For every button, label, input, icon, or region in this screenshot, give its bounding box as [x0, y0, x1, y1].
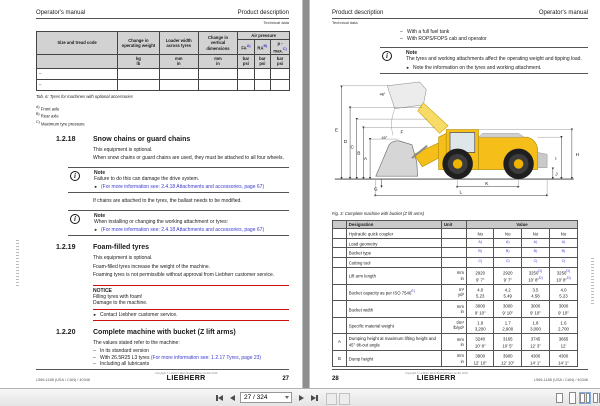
info-icon: i [70, 214, 80, 224]
arrow-icon: ► [406, 64, 410, 70]
header-right-label: Operator's manual [538, 10, 588, 16]
page-footer [36, 369, 289, 382]
section-1-2-20-heading: 1.2.20 Complete machine with bucket (Z lift arms) [56, 328, 236, 336]
header-left-label: Product description [332, 10, 384, 16]
engine-hood [479, 133, 525, 137]
notice-action: ► Contact Liebherr customer service. [93, 311, 178, 318]
continuous-view-button[interactable] [566, 392, 578, 404]
arrow-icon: ► [94, 184, 98, 190]
notice-label: NOTICE [93, 287, 112, 294]
bullet-item: – With ROPS/FOPS cab and operator [400, 35, 487, 42]
paragraph: The values stated refer to the machine: [93, 339, 180, 346]
tyre-row: – [37, 68, 290, 79]
raised-bucket-outline [387, 81, 426, 108]
paragraph: When snow chains or guard chains are used, they must be attached to all four wheels. [93, 155, 284, 162]
document-id: L566-1188 (USA / CAN) / 40346 [36, 378, 90, 382]
manual-page-left [0, 0, 303, 388]
paragraph: This equipment is optional. [93, 146, 153, 153]
dim-label-f: F [400, 129, 404, 135]
last-page-button[interactable] [309, 393, 320, 403]
page-dropdown-caret-icon[interactable] [285, 396, 289, 399]
tyre-table [36, 31, 290, 91]
tyre-col-fa: FAA) [238, 40, 254, 55]
spec-col-unit: Unit [441, 220, 466, 228]
header-sub-label: Technical data [263, 20, 289, 25]
next-view-button[interactable] [339, 393, 350, 405]
paragraph: Foam-filled tyres increase the weight of the machine. [93, 263, 210, 270]
dim-label-a: A [363, 156, 368, 162]
next-page-icon [299, 395, 304, 401]
bullet-item: – With 26.5R25 L3 tyres (For more information see: 1.2.17 Tyres, page 23) [93, 354, 262, 361]
manual-page-right [309, 0, 600, 388]
info-icon: i [70, 171, 80, 181]
info-icon: i [382, 51, 392, 61]
spec-col-value: Value [466, 220, 577, 228]
note-block [68, 210, 289, 237]
bullet-list [400, 29, 588, 42]
page-number-input[interactable] [241, 394, 284, 401]
margin-print-mark [591, 258, 594, 304]
previous-view-button[interactable] [326, 393, 337, 405]
footnote-list [36, 105, 289, 128]
spec-row: Load geometry $^{A)}$ $^{A)}$ $^{A)}$ $^{A)}$ [333, 238, 578, 248]
previous-page-icon [230, 395, 235, 401]
liebherr-logo: LIEBHERR [166, 375, 206, 382]
dim-label-i: I [555, 156, 557, 162]
note-action [94, 227, 289, 233]
note-text: Failure to do this can damage the drive system. [94, 175, 200, 182]
cross-reference-link[interactable]: (For more information see: 2.4.18 Attachments and accessories, page 67) [100, 227, 265, 234]
note-label: Note [406, 50, 418, 56]
notice-block [93, 285, 289, 321]
dim-label-j: J [555, 171, 558, 177]
page-header [36, 10, 289, 19]
single-page-view-button[interactable] [553, 392, 565, 404]
arrow-icon: ► [93, 311, 97, 317]
page-footer [332, 369, 588, 382]
bucket [376, 140, 418, 175]
dim-label-c: C [350, 145, 354, 151]
dim-label-e: E [334, 127, 339, 133]
margin-print-mark [16, 240, 19, 286]
note-text: When installing or changing the working attachment or tyres: [94, 218, 228, 225]
bullet-item: – With a full fuel tank [400, 29, 450, 35]
section-1-2-18-heading: 1.2.18 Snow chains or guard chains [56, 135, 191, 143]
tyre-row: – [37, 79, 290, 90]
paragraph: Foaming tyres is not permissible without approval from Liebherr customer service. [93, 272, 275, 279]
next-page-button[interactable] [296, 393, 307, 403]
note-text: The tyres and working attachments affect the operating weight and tipping load. [406, 56, 582, 62]
front-hub [453, 159, 463, 169]
header-right-label: Product description [237, 10, 289, 16]
logo-block [405, 372, 468, 382]
previous-page-button[interactable] [227, 393, 238, 403]
tyre-col-vertical: Change in vertical dimensions [198, 32, 238, 55]
arrow-icon: ► [94, 227, 98, 233]
spec-row: Bucket capacity as per ISO 7546$^{E)}$ m³ yd³ 4.0 5.23 4.2 5.49 3.5 4.58 4.0 5.23 [333, 284, 578, 301]
machine-dimension-figure [332, 79, 589, 209]
bullet-item: – Including all lubricants [93, 361, 150, 368]
paragraph: This equipment is optional. [93, 255, 153, 262]
spec-row: A Dumping height at maximum lifting height and 45° tilt-out angle mm in 3240 10' 8" 3165 10' 5" 3745 12' 3" 3665 12' [333, 334, 578, 351]
dim-label-g: G [373, 186, 378, 192]
paragraph: If chains are attached to the tyres, the ballast needs to be modified. [93, 198, 242, 205]
counterweight [538, 152, 548, 167]
angle-label-top: 48° [379, 91, 386, 96]
cross-reference-link[interactable]: (For more information see: 1.2.17 Tyres, page 23) [150, 354, 262, 361]
logo-block [155, 372, 218, 382]
spec-row: Bucket width mm in 3000 9' 10" 3000 9' 10" 3000 9' 10" 3000 9' 10" [333, 301, 578, 318]
first-page-button[interactable] [214, 393, 225, 403]
tilt-arc [391, 108, 394, 135]
bullet-item: – In its standard version [93, 348, 149, 355]
section-1-2-19-heading: 1.2.19 Foam-filled tyres [56, 244, 150, 252]
two-page-view-button[interactable] [579, 392, 591, 404]
pdf-viewer-toolbar [0, 388, 600, 406]
bullet-list [93, 348, 289, 368]
wheel-loader-drawing [332, 79, 589, 203]
first-page-icon [218, 395, 223, 401]
dim-label-k: K [485, 181, 489, 187]
header-sub-label: Technical data [332, 20, 358, 25]
tyre-col-size: Size and tread code [37, 32, 118, 55]
dim-label-h: H [575, 152, 580, 158]
page-number: 28 [332, 376, 339, 382]
page-number: 27 [282, 376, 289, 382]
page-number-field[interactable] [240, 392, 292, 403]
spec-row: B Dump height mm in 3900 12' 10" 3900 12' 10" 4300 14' 1" 4300 14' 1" [333, 350, 578, 367]
copyright-line: Copyright © Liebherr-Werk Bischofshofen GmbH 2016 [154, 372, 218, 375]
notice-hazard: Filling tyres with foam! [93, 293, 143, 300]
spec-row: Cutting tool $^{C)}$ $^{C)}$ $^{C)}$ $^{C)}$ [333, 258, 578, 268]
tyre-col-ra: RAB) [254, 40, 271, 55]
footnote-item: A) Front axle [36, 104, 60, 112]
footnote-item: C) Maximum tyre pressure [36, 120, 85, 127]
note-block [68, 167, 289, 194]
note-label: Note [94, 212, 106, 219]
note-label: Note [94, 169, 106, 176]
spec-row: Lift arm length mm in 2920 9' 7" 2920 9' 7" 3250$^{D)}$ 10' 8"$^{D)}$ 3250$^{D)}$ 10' 8"$^{D)}$ [333, 267, 578, 284]
figure-caption: Fig. 3: Complete machine with bucket (Z lift arms) [332, 210, 425, 216]
spec-row: Bucket type $^{B)}$ $^{B)}$ $^{B)}$ $^{B)}$ [333, 248, 578, 258]
header-left-label: Operator's manual [36, 10, 86, 16]
copyright-line: Copyright © Liebherr-Werk Bischofshofen GmbH 2016 [405, 372, 468, 375]
table-caption: Tab. 6: Tyres for machines with optional accessories [36, 93, 133, 99]
two-page-scrolling-view-button[interactable] [592, 392, 600, 404]
rear-hub [514, 159, 524, 169]
dim-label-b: B [357, 150, 361, 156]
notice-consequence: Damage to the machine. [93, 300, 289, 310]
spec-row: Hydraulic quick coupler No No No No [333, 228, 578, 238]
spec-col-designation: Designation [346, 220, 441, 228]
footnote-item: B) Rear axle [36, 112, 59, 119]
angle-label-mid: 45° [381, 135, 388, 140]
note-block [380, 47, 588, 74]
spec-table [332, 220, 578, 368]
tyre-unit-row: kg lb mm in mm in bar psi bar psi bar psi [37, 55, 290, 69]
dim-label-l: L [459, 189, 463, 195]
note-action [94, 184, 289, 190]
tyre-col-pmax: p - max.C) [271, 40, 290, 55]
spec-row: Specific material weight t/m³ lb/yd³ 1.9 3,200 1.7 2,900 1.8 3,000 1.6 2,700 [333, 317, 578, 334]
tyre-col-air: Air pressure [238, 32, 290, 40]
tyre-col-width: Loader width across tyres [159, 32, 198, 55]
cross-reference-link[interactable]: (For more information see: 2.4.18 Attachments and accessories, page 67) [100, 184, 265, 191]
tyre-col-weight: Change in operating weight [118, 32, 160, 55]
note-action: ► Note the information on the tyres and working attachment. [406, 64, 542, 71]
page-header [332, 10, 588, 19]
document-id: L566-1188 (USA / CAN) / 40346 [534, 378, 588, 382]
dim-label-d: D [343, 139, 348, 145]
liebherr-logo: LIEBHERR [416, 375, 456, 382]
